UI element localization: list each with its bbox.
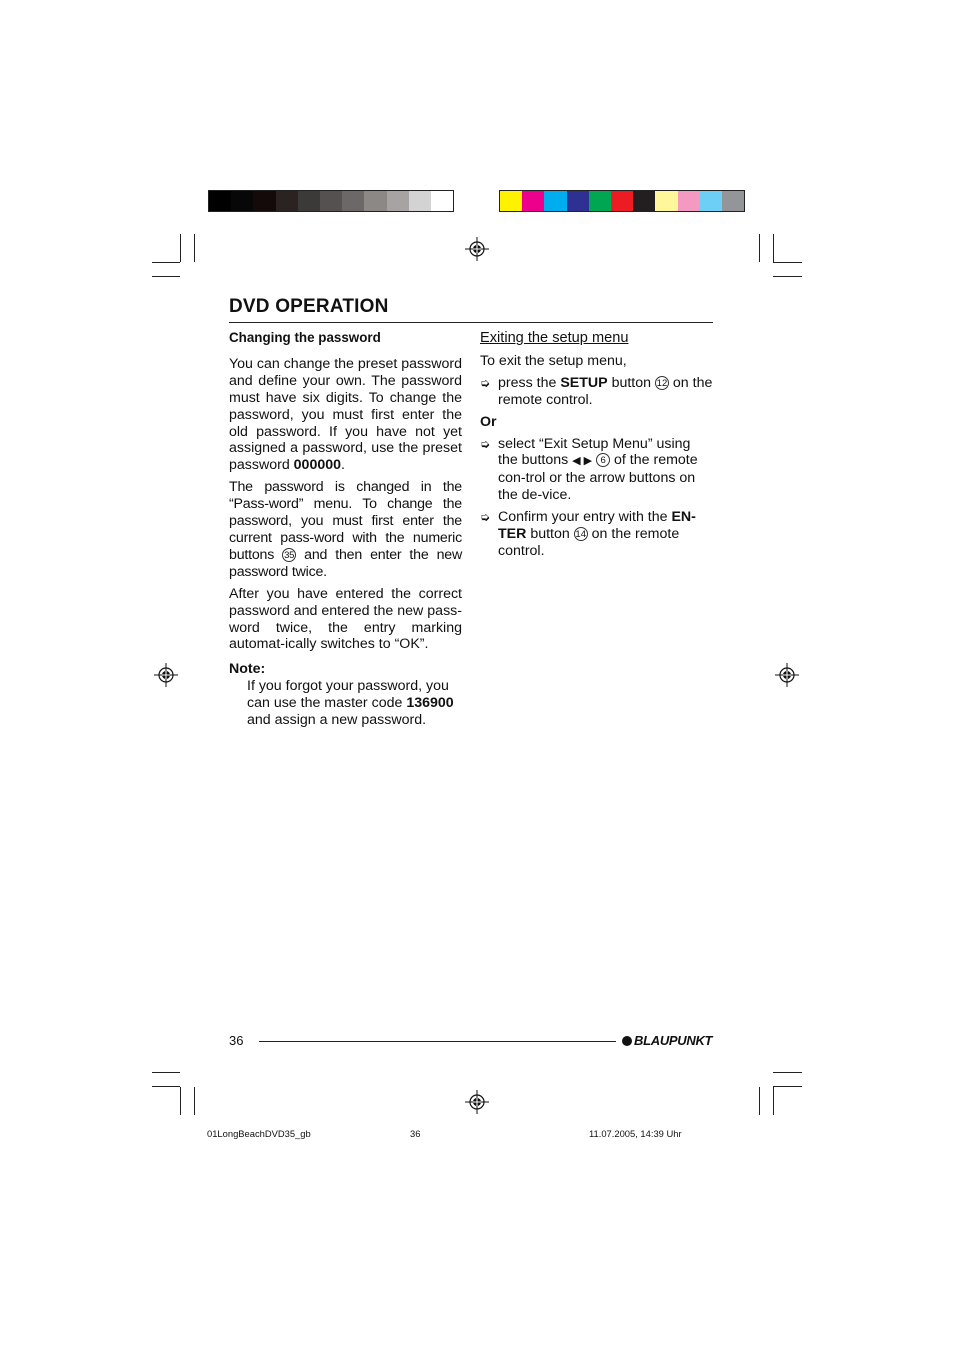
paragraph xyxy=(229,586,462,654)
arrow-bullet-icon: ➭ xyxy=(480,436,491,451)
list-item xyxy=(480,436,713,505)
button-name: SETUP xyxy=(560,374,608,391)
list-item-text: press the xyxy=(498,374,561,391)
button-number-badge: 35 xyxy=(284,549,295,561)
gray-swatch xyxy=(387,191,409,211)
crop-mark xyxy=(152,262,180,263)
crop-mark xyxy=(759,1087,760,1115)
paragraph-text: . xyxy=(341,457,345,474)
paragraph-text: and then enter the new password twice. xyxy=(229,546,462,580)
left-column xyxy=(229,330,462,729)
brand-logo xyxy=(622,1033,712,1048)
footer-rule xyxy=(259,1041,616,1042)
paragraph xyxy=(229,479,462,580)
gray-swatch xyxy=(431,191,453,211)
process-color-swatch xyxy=(500,191,522,211)
process-color-swatch xyxy=(722,191,744,211)
note-label: Note: xyxy=(229,661,266,678)
right-column xyxy=(480,330,713,565)
button-number-badge: 6 xyxy=(596,453,610,467)
gray-swatch xyxy=(409,191,431,211)
crop-mark xyxy=(773,1087,774,1115)
crop-mark xyxy=(152,276,180,277)
preset-code: 000000 xyxy=(293,457,342,474)
print-page-number: 36 xyxy=(410,1128,421,1139)
process-color-swatch xyxy=(567,191,589,211)
gray-swatch xyxy=(231,191,253,211)
process-color-swatch xyxy=(700,191,722,211)
page-number: 36 xyxy=(229,1033,244,1048)
registration-mark-icon xyxy=(154,663,178,687)
process-color-swatch xyxy=(678,191,700,211)
process-color-swatch xyxy=(655,191,677,211)
process-color-swatch xyxy=(589,191,611,211)
print-timestamp: 11.07.2005, 14:39 Uhr xyxy=(589,1128,682,1139)
section-heading: Changing the password xyxy=(229,330,381,345)
process-color-swatch xyxy=(633,191,655,211)
crop-mark xyxy=(773,1072,802,1073)
crop-mark xyxy=(152,1086,180,1087)
list-item xyxy=(480,375,713,409)
gray-swatch xyxy=(209,191,231,211)
list-item-text: button xyxy=(526,526,574,543)
arrow-bullet-icon: ➭ xyxy=(480,510,491,525)
crop-mark xyxy=(180,1087,181,1115)
list-item xyxy=(480,509,713,560)
crop-mark xyxy=(152,1072,180,1073)
or-label: Or xyxy=(480,413,497,430)
process-color-bar xyxy=(499,190,745,212)
list-item-text: select “Exit Setup Menu” using the buttons xyxy=(498,435,691,469)
brand-name: BLAUPUNKT xyxy=(634,1033,713,1048)
paragraph-text: and assign a new password. xyxy=(247,712,427,729)
list-item-text: on the remote control. xyxy=(498,374,713,408)
crop-mark xyxy=(773,234,774,262)
crop-mark xyxy=(773,1086,802,1087)
title-rule xyxy=(229,322,713,323)
button-number-badge: 12 xyxy=(656,377,668,389)
process-color-swatch xyxy=(611,191,633,211)
gray-swatch xyxy=(253,191,275,211)
section-heading: Exiting the setup menu xyxy=(480,330,629,346)
gray-color-bar xyxy=(208,190,454,212)
list-item-text: button xyxy=(607,374,655,391)
left-right-arrows-icon: ◀ ▶ xyxy=(572,455,593,468)
gray-swatch xyxy=(276,191,298,211)
gray-swatch xyxy=(320,191,342,211)
button-number-badge: 14 xyxy=(575,529,586,541)
list-item-text: of the remote con-trol or the arrow buttons on the de-vice. xyxy=(498,452,698,504)
button-name: EN-TER xyxy=(498,509,696,543)
crop-mark xyxy=(194,1087,195,1115)
crop-mark xyxy=(773,262,802,263)
gray-swatch xyxy=(342,191,364,211)
paragraph-text: The password is changed in the “Pass-word” menu. To change the password, you must first enter the current pass-word with the numeric buttons xyxy=(229,479,462,563)
print-file-name: 01LongBeachDVD35_gb xyxy=(207,1128,311,1139)
gray-swatch xyxy=(298,191,320,211)
crop-mark xyxy=(773,276,802,277)
list-item-text: Confirm your entry with the xyxy=(498,509,672,526)
paragraph: To exit the setup menu, xyxy=(480,352,627,369)
master-code: 136900 xyxy=(406,695,454,712)
registration-mark-icon xyxy=(775,663,799,687)
page-title: DVD OPERATION xyxy=(229,296,389,317)
registration-mark-icon xyxy=(465,1090,489,1114)
registration-mark-icon xyxy=(465,237,489,261)
crop-mark xyxy=(194,234,195,262)
crop-mark xyxy=(759,234,760,262)
list-item-text: on the remote control. xyxy=(498,526,680,559)
process-color-swatch xyxy=(544,191,566,211)
process-color-swatch xyxy=(522,191,544,211)
note-text xyxy=(229,678,462,729)
paragraph xyxy=(229,356,462,474)
paragraph-text: If you forgot your password, you can use the master code xyxy=(247,678,449,712)
paragraph-text: You can change the preset password and define your own. The password must have six digits. To change the password, you must first enter the old password. If you have not yet assigned a password, use the preset password xyxy=(229,355,462,474)
paragraph-text: After you have entered the correct password and entered the new pass-word twice, the entry marking automat-ically switches to “OK”. xyxy=(229,585,462,653)
arrow-bullet-icon: ➭ xyxy=(480,375,491,390)
brand-dot-icon xyxy=(622,1036,632,1046)
gray-swatch xyxy=(364,191,386,211)
crop-mark xyxy=(180,234,181,262)
